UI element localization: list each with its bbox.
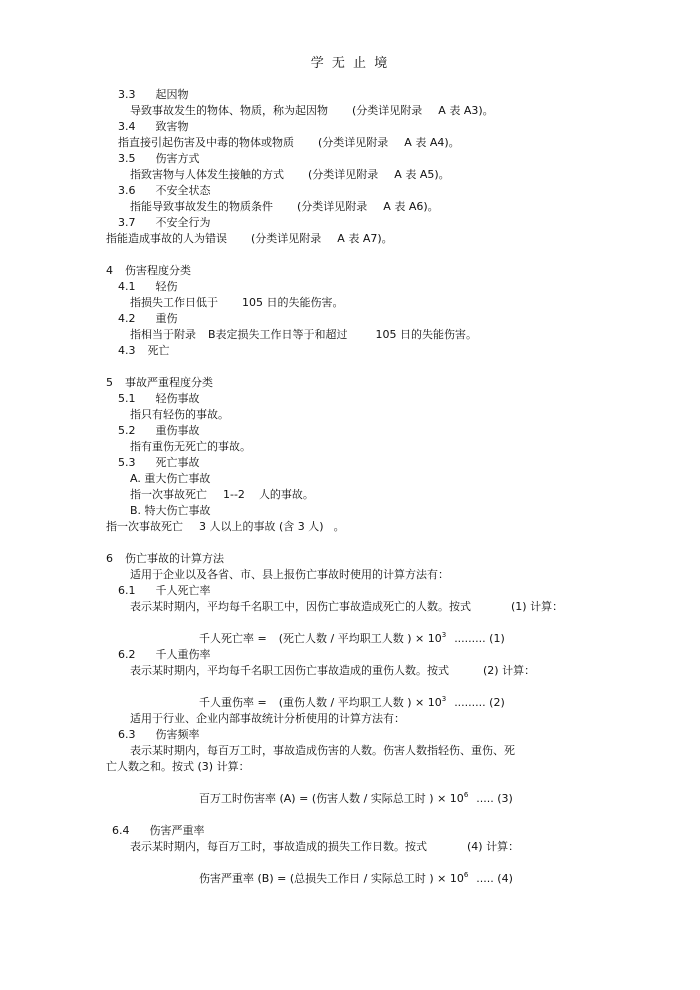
reference-text: (分类详见附录 xyxy=(352,104,423,117)
formula-number: ......... (1) xyxy=(454,632,505,645)
paragraph-5-1: 指只有轻伤的事故。 xyxy=(130,408,229,421)
paragraph-6-4 xyxy=(130,840,519,854)
paragraph-3-5 xyxy=(130,168,450,182)
body-text: 表示某时期内，平均每千名职工因伤亡事故造成的重伤人数。按式 xyxy=(130,664,449,677)
body-text: 指直接引起伤害及中毒的物体或物质 xyxy=(118,136,294,149)
section-number: 4.1 xyxy=(118,280,136,293)
body-text: 指相当于附录 xyxy=(130,328,196,341)
section-heading-3-4 xyxy=(118,120,189,134)
body-text: 指能导致事故发生的物质条件 xyxy=(130,200,273,213)
section-number: 6.3 xyxy=(118,728,136,741)
paragraph-4-2 xyxy=(130,328,477,342)
reference-text: (分类详见附录 xyxy=(297,200,368,213)
section-title: 重伤 xyxy=(155,312,178,325)
section-title: 伤害方式 xyxy=(155,152,200,165)
section-title: 轻伤事故 xyxy=(155,392,200,405)
section-title: 伤害严重率 xyxy=(149,824,205,837)
section-title: 伤亡事故的计算方法 xyxy=(125,552,224,565)
section-title: 事故严重程度分类 xyxy=(125,376,213,389)
paragraph-6-2 xyxy=(130,664,535,678)
reference-text: (分类详见附录 xyxy=(251,232,322,245)
formula-number: ..... (4) xyxy=(476,872,513,885)
paragraph-4-1 xyxy=(130,296,344,310)
body-text: 表示某时期内，平均每千名职工中，因伤亡事故造成死亡的人数。按式 xyxy=(130,600,471,613)
section-number: 3.4 xyxy=(118,120,136,133)
section-heading-3-6 xyxy=(118,184,211,198)
body-text: (1) 计算： xyxy=(511,600,564,613)
body-text: 指致害物与人体发生接触的方式 xyxy=(130,168,284,181)
section-heading-3-7 xyxy=(118,216,211,230)
section-heading-6-1 xyxy=(118,584,211,598)
section-number: 5.1 xyxy=(118,392,136,405)
body-text: 105 日的失能伤害。 xyxy=(242,296,344,309)
table-ref: A 表 A5)。 xyxy=(394,168,450,181)
formula-exponent: 6 xyxy=(463,791,469,799)
subsection-b-body xyxy=(106,520,345,534)
formula-4 xyxy=(199,872,513,886)
section-heading-4 xyxy=(106,264,191,278)
formula-exponent: 3 xyxy=(441,695,447,703)
section-number: 5 xyxy=(106,376,113,389)
formula-expression: 百万工时伤害率 (A) = (伤害人数 / 实际总工时 ) × 10 xyxy=(199,792,464,805)
section-title: 死亡 xyxy=(147,344,170,357)
paragraph-5-2: 指有重伤无死亡的事故。 xyxy=(130,440,251,453)
body-text: 3 人以上的事故 (含 3 人) xyxy=(199,520,324,533)
subsection-b-title: B. 特大伤亡事故 xyxy=(130,504,211,517)
body-text: 。 xyxy=(333,520,345,533)
body-text: (4) 计算： xyxy=(467,840,520,853)
section-heading-5-1 xyxy=(118,392,200,406)
body-text: 105 日的失能伤害。 xyxy=(375,328,478,341)
section-heading-3-3 xyxy=(118,88,189,102)
section-number: 3.3 xyxy=(118,88,136,101)
reference-text: (分类详见附录 xyxy=(318,136,389,149)
section-number: 6.1 xyxy=(118,584,136,597)
section-number: 4 xyxy=(106,264,113,277)
section-number: 5.3 xyxy=(118,456,136,469)
formula-expression: 伤害严重率 (B) = (总损失工作日 / 实际总工时 ) × 10 xyxy=(199,872,464,885)
formula-2 xyxy=(199,696,505,710)
section-heading-3-5 xyxy=(118,152,200,166)
section-heading-6-4 xyxy=(112,824,205,838)
paragraph-6-3-line-2: 亡人数之和。按式 (3) 计算： xyxy=(106,760,250,773)
body-text: 指能造成事故的人为错误 xyxy=(106,232,227,245)
body-text: 导致事故发生的物体、物质，称为起因物 xyxy=(130,104,328,117)
formula-expression: (死亡人数 / 平均职工人数 ) × 10 xyxy=(278,632,442,645)
section-title: 轻伤 xyxy=(155,280,178,293)
section-title: 重伤事故 xyxy=(155,424,200,437)
section-heading-5-3 xyxy=(118,456,200,470)
section-title: 不安全行为 xyxy=(155,216,211,229)
section-number: 4.3 xyxy=(118,344,136,357)
section-number: 4.2 xyxy=(118,312,136,325)
section-heading-6-2 xyxy=(118,648,211,662)
formula-1 xyxy=(199,632,505,646)
section-number: 6.2 xyxy=(118,648,136,661)
body-text: 1--2 xyxy=(223,488,245,501)
paragraph-3-7 xyxy=(106,232,393,246)
table-ref: A 表 A6)。 xyxy=(383,200,439,213)
section-heading-5 xyxy=(106,376,213,390)
formula-number: ......... (2) xyxy=(454,696,505,709)
formula-lhs: 千人死亡率 = xyxy=(199,632,267,645)
body-text: 指损失工作日低于 xyxy=(130,296,218,309)
paragraph-6-1 xyxy=(130,600,563,614)
formula-lhs: 千人重伤率 = xyxy=(199,696,267,709)
formula-number: ..... (3) xyxy=(476,792,513,805)
section-title: 不安全状态 xyxy=(155,184,211,197)
body-text: 指一次事故死亡 xyxy=(130,488,207,501)
body-text: 表示某时期内，每百万工时，事故造成的损失工作日数。按式 xyxy=(130,840,427,853)
body-text: B表定损失工作日等于和超过 xyxy=(208,328,348,341)
section-title: 千人死亡率 xyxy=(155,584,211,597)
body-text: (2) 计算： xyxy=(483,664,536,677)
paragraph-6-intro-2: 适用于行业、企业内部事故统计分析使用的计算方法有： xyxy=(130,712,405,725)
section-heading-5-2 xyxy=(118,424,200,438)
table-ref: A 表 A4)。 xyxy=(404,136,460,149)
section-title: 伤害频率 xyxy=(155,728,200,741)
body-text: 指一次事故死亡 xyxy=(106,520,183,533)
paragraph-3-4 xyxy=(118,136,460,150)
section-number: 3.7 xyxy=(118,216,136,229)
body-text: 人的事故。 xyxy=(258,488,314,501)
section-title: 伤害程度分类 xyxy=(125,264,191,277)
reference-text: (分类详见附录 xyxy=(308,168,379,181)
section-heading-6-3 xyxy=(118,728,200,742)
section-heading-6 xyxy=(106,552,224,566)
section-number: 5.2 xyxy=(118,424,136,437)
section-number: 3.6 xyxy=(118,184,136,197)
paragraph-6-3-line-1: 表示某时期内，每百万工时，事故造成伤害的人数。伤害人数指轻伤、重伤、死 xyxy=(130,744,515,757)
paragraph-3-3 xyxy=(130,104,494,118)
section-title: 致害物 xyxy=(155,120,189,133)
section-heading-4-3 xyxy=(118,344,170,358)
subsection-a-title: A. 重大伤亡事故 xyxy=(130,472,211,485)
paragraph-6-intro: 适用于企业以及各省、市、县上报伤亡事故时使用的计算方法有： xyxy=(130,568,449,581)
section-number: 6 xyxy=(106,552,113,565)
section-number: 6.4 xyxy=(112,824,130,837)
section-title: 起因物 xyxy=(155,88,189,101)
formula-expression: (重伤人数 / 平均职工人数 ) × 10 xyxy=(278,696,442,709)
formula-exponent: 3 xyxy=(441,631,447,639)
section-title: 死亡事故 xyxy=(155,456,200,469)
formula-3 xyxy=(199,792,513,806)
paragraph-3-6 xyxy=(130,200,439,214)
formula-exponent: 6 xyxy=(463,871,469,879)
table-ref: A 表 A7)。 xyxy=(337,232,393,245)
section-number: 3.5 xyxy=(118,152,136,165)
section-heading-4-2 xyxy=(118,312,178,326)
page-header-title: 学 无 止 境 xyxy=(310,56,390,71)
section-heading-4-1 xyxy=(118,280,178,294)
section-title: 千人重伤率 xyxy=(155,648,211,661)
table-ref: A 表 A3)。 xyxy=(438,104,494,117)
subsection-a-body xyxy=(130,488,314,502)
